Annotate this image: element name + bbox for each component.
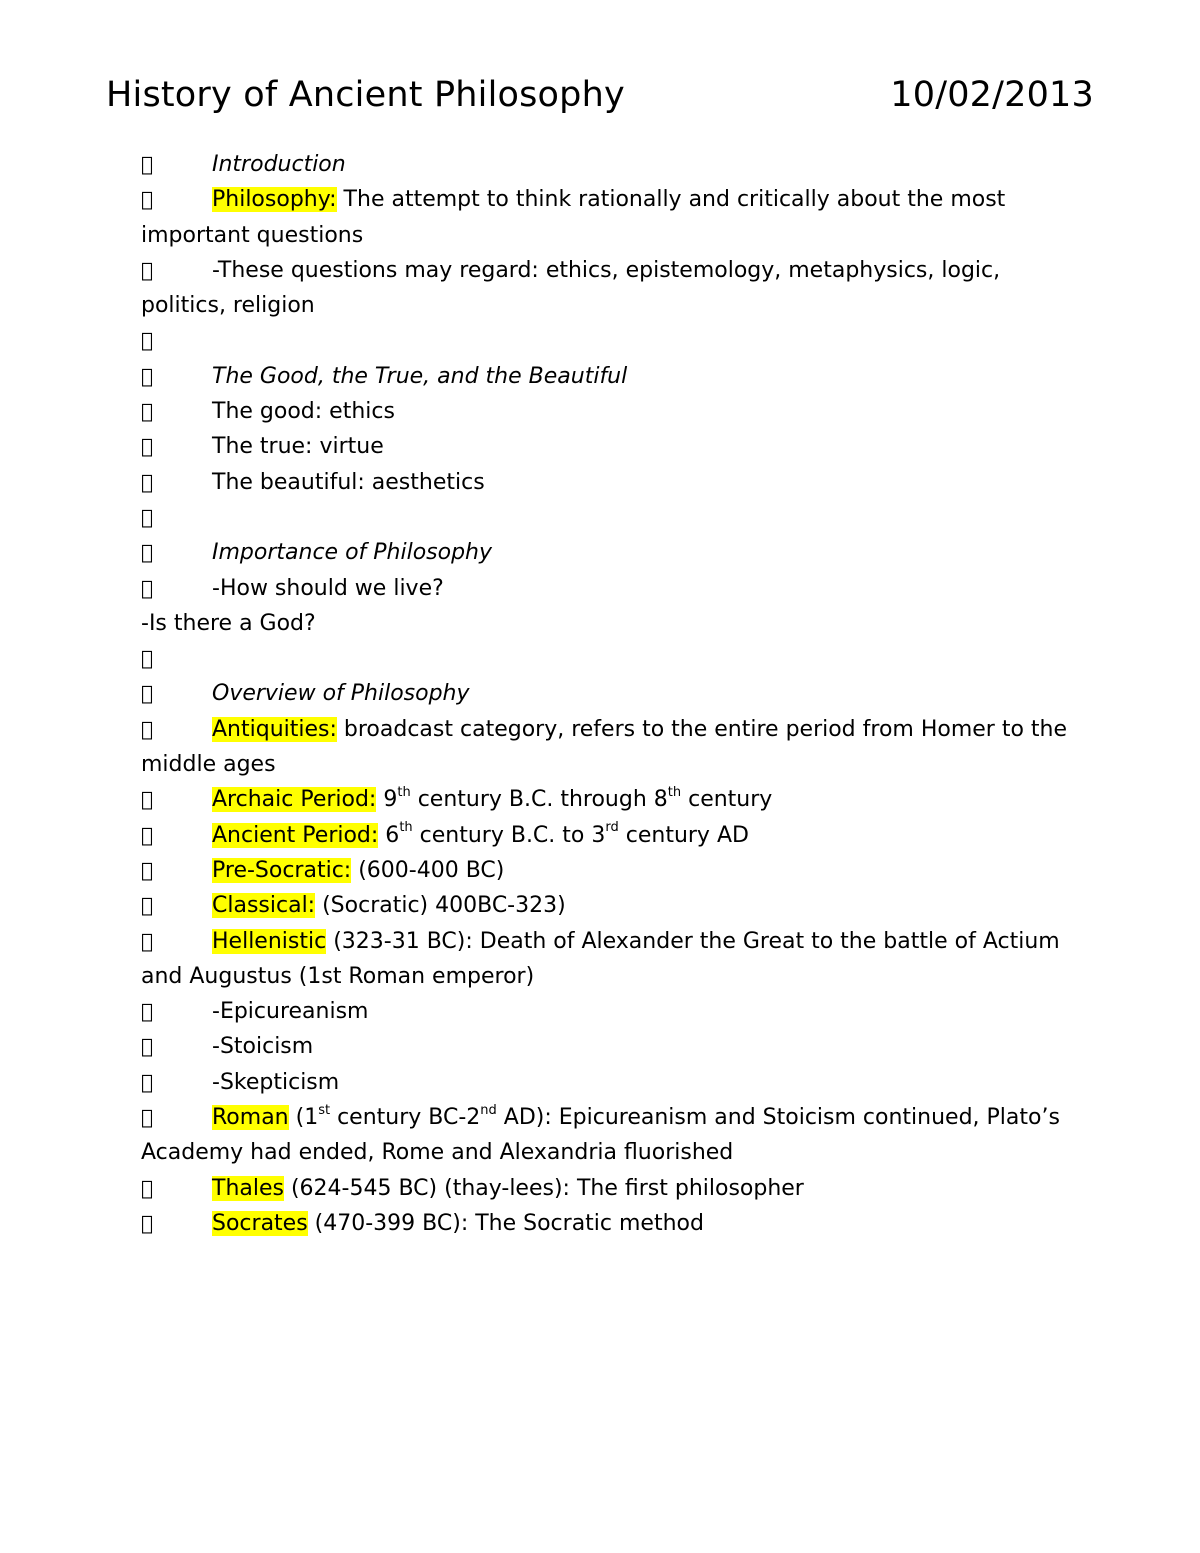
note-text: The true: virtue bbox=[212, 434, 384, 460]
bullet-icon bbox=[141, 465, 212, 500]
note-text: (1 bbox=[288, 1105, 319, 1131]
bullet-icon bbox=[141, 429, 212, 464]
superscript: th bbox=[667, 785, 682, 801]
document-header bbox=[106, 72, 1094, 118]
note-line bbox=[141, 888, 1081, 923]
highlighted-term: Philosophy: bbox=[212, 187, 337, 213]
bullet-icon bbox=[141, 994, 212, 1029]
note-text: (470-399 BC): The Socratic method bbox=[307, 1210, 704, 1236]
note-text: -Skepticism bbox=[212, 1069, 340, 1095]
note-line bbox=[141, 182, 1081, 253]
note-line bbox=[141, 606, 1081, 641]
highlighted-term: Socrates bbox=[212, 1210, 308, 1236]
note-line bbox=[141, 641, 1081, 676]
bullet-icon bbox=[141, 782, 212, 817]
highlighted-term: Ancient Period: bbox=[212, 822, 379, 848]
highlighted-term: Pre-Socratic: bbox=[212, 857, 352, 883]
notes-list bbox=[141, 147, 1081, 1241]
note-text: century B.C. through 8 bbox=[410, 787, 668, 813]
highlighted-term: Antiquities: bbox=[212, 716, 337, 742]
note-line bbox=[141, 853, 1081, 888]
bullet-icon bbox=[141, 182, 212, 217]
note-text: AD): Epicureanism and Stoicism continued, Plato’s Academy had ended, Rome and Alexandria fluorished bbox=[141, 1105, 1060, 1166]
note-line bbox=[141, 1100, 1081, 1171]
note-line bbox=[141, 253, 1081, 324]
bullet-icon bbox=[141, 712, 212, 747]
note-text: The beautiful: aesthetics bbox=[212, 469, 485, 495]
note-line bbox=[141, 782, 1081, 817]
note-text: Introduction bbox=[212, 152, 346, 177]
bullet-icon bbox=[141, 1065, 212, 1100]
bullet-icon bbox=[141, 641, 212, 676]
note-line bbox=[141, 1029, 1081, 1064]
note-text: -How should we live? bbox=[212, 575, 444, 601]
note-line bbox=[141, 712, 1081, 783]
note-line bbox=[141, 1171, 1081, 1206]
bullet-icon bbox=[141, 1171, 212, 1206]
highlighted-term: Classical: bbox=[212, 893, 316, 919]
note-text: Overview of Philosophy bbox=[212, 681, 470, 707]
bullet-icon bbox=[141, 535, 212, 570]
bullet-icon bbox=[141, 394, 212, 429]
note-text: 9 bbox=[376, 787, 398, 813]
note-text: The attempt to think rationally and critically about the most important questions bbox=[141, 187, 1006, 248]
note-text: Importance of Philosophy bbox=[212, 540, 493, 566]
note-text: The good: ethics bbox=[212, 399, 395, 425]
bullet-icon bbox=[141, 323, 212, 358]
note-text: -Epicureanism bbox=[212, 999, 369, 1025]
note-text: (624-545 BC) (thay-lees): The first philosopher bbox=[283, 1175, 804, 1201]
bullet-icon bbox=[141, 676, 212, 711]
note-line bbox=[141, 429, 1081, 464]
bullet-icon bbox=[141, 1029, 212, 1064]
note-line bbox=[141, 676, 1081, 711]
note-text: -Is there a God? bbox=[141, 610, 316, 636]
highlighted-term: Hellenistic bbox=[212, 928, 327, 954]
note-text: (323-31 BC): Death of Alexander the Great to the battle of Actium and Augustus (1st Roman emperor) bbox=[141, 928, 1060, 989]
document-date: 10/02/2013 bbox=[890, 75, 1094, 115]
note-text: century BC-2 bbox=[330, 1105, 481, 1131]
note-line bbox=[141, 1065, 1081, 1100]
bullet-icon bbox=[141, 1206, 212, 1241]
note-line bbox=[141, 359, 1081, 394]
note-line bbox=[141, 535, 1081, 570]
superscript: th bbox=[397, 785, 411, 801]
document-title: History of Ancient Philosophy bbox=[106, 75, 625, 115]
superscript: nd bbox=[480, 1102, 497, 1118]
superscript: rd bbox=[605, 820, 619, 836]
note-text: broadcast category, refers to the entire period from Homer to the middle ages bbox=[141, 716, 1068, 778]
note-line bbox=[141, 1206, 1081, 1241]
bullet-icon bbox=[141, 359, 212, 394]
note-text: -Stoicism bbox=[212, 1034, 314, 1060]
note-line bbox=[141, 465, 1081, 500]
highlighted-term: Archaic Period: bbox=[212, 787, 377, 813]
note-line bbox=[141, 500, 1081, 535]
bullet-icon bbox=[141, 571, 212, 606]
note-line bbox=[141, 924, 1081, 995]
note-text: century AD bbox=[618, 822, 749, 848]
bullet-icon bbox=[141, 818, 212, 853]
bullet-icon bbox=[141, 924, 212, 959]
note-line bbox=[141, 818, 1081, 853]
note-line bbox=[141, 394, 1081, 429]
note-text: The Good, the True, and the Beautiful bbox=[212, 363, 628, 389]
note-text: 6 bbox=[378, 822, 400, 848]
note-text: (Socratic) 400BC-323) bbox=[315, 893, 566, 919]
bullet-icon bbox=[141, 1100, 212, 1135]
note-text: -These questions may regard: ethics, epistemology, metaphysics, logic, politics, religion bbox=[141, 257, 1001, 319]
note-text: century bbox=[681, 787, 773, 813]
note-line bbox=[141, 147, 1081, 182]
note-line bbox=[141, 571, 1081, 606]
note-line bbox=[141, 994, 1081, 1029]
highlighted-term: Thales bbox=[212, 1175, 284, 1201]
bullet-icon bbox=[141, 853, 212, 888]
note-text: century B.C. to 3 bbox=[412, 822, 606, 848]
bullet-icon bbox=[141, 147, 212, 182]
bullet-icon bbox=[141, 253, 212, 288]
bullet-icon bbox=[141, 500, 212, 535]
highlighted-term: Roman bbox=[212, 1105, 289, 1131]
superscript: st bbox=[318, 1102, 331, 1118]
bullet-icon bbox=[141, 888, 212, 923]
superscript: th bbox=[399, 820, 413, 836]
note-text: (600-400 BC) bbox=[351, 857, 505, 883]
note-line bbox=[141, 323, 1081, 358]
